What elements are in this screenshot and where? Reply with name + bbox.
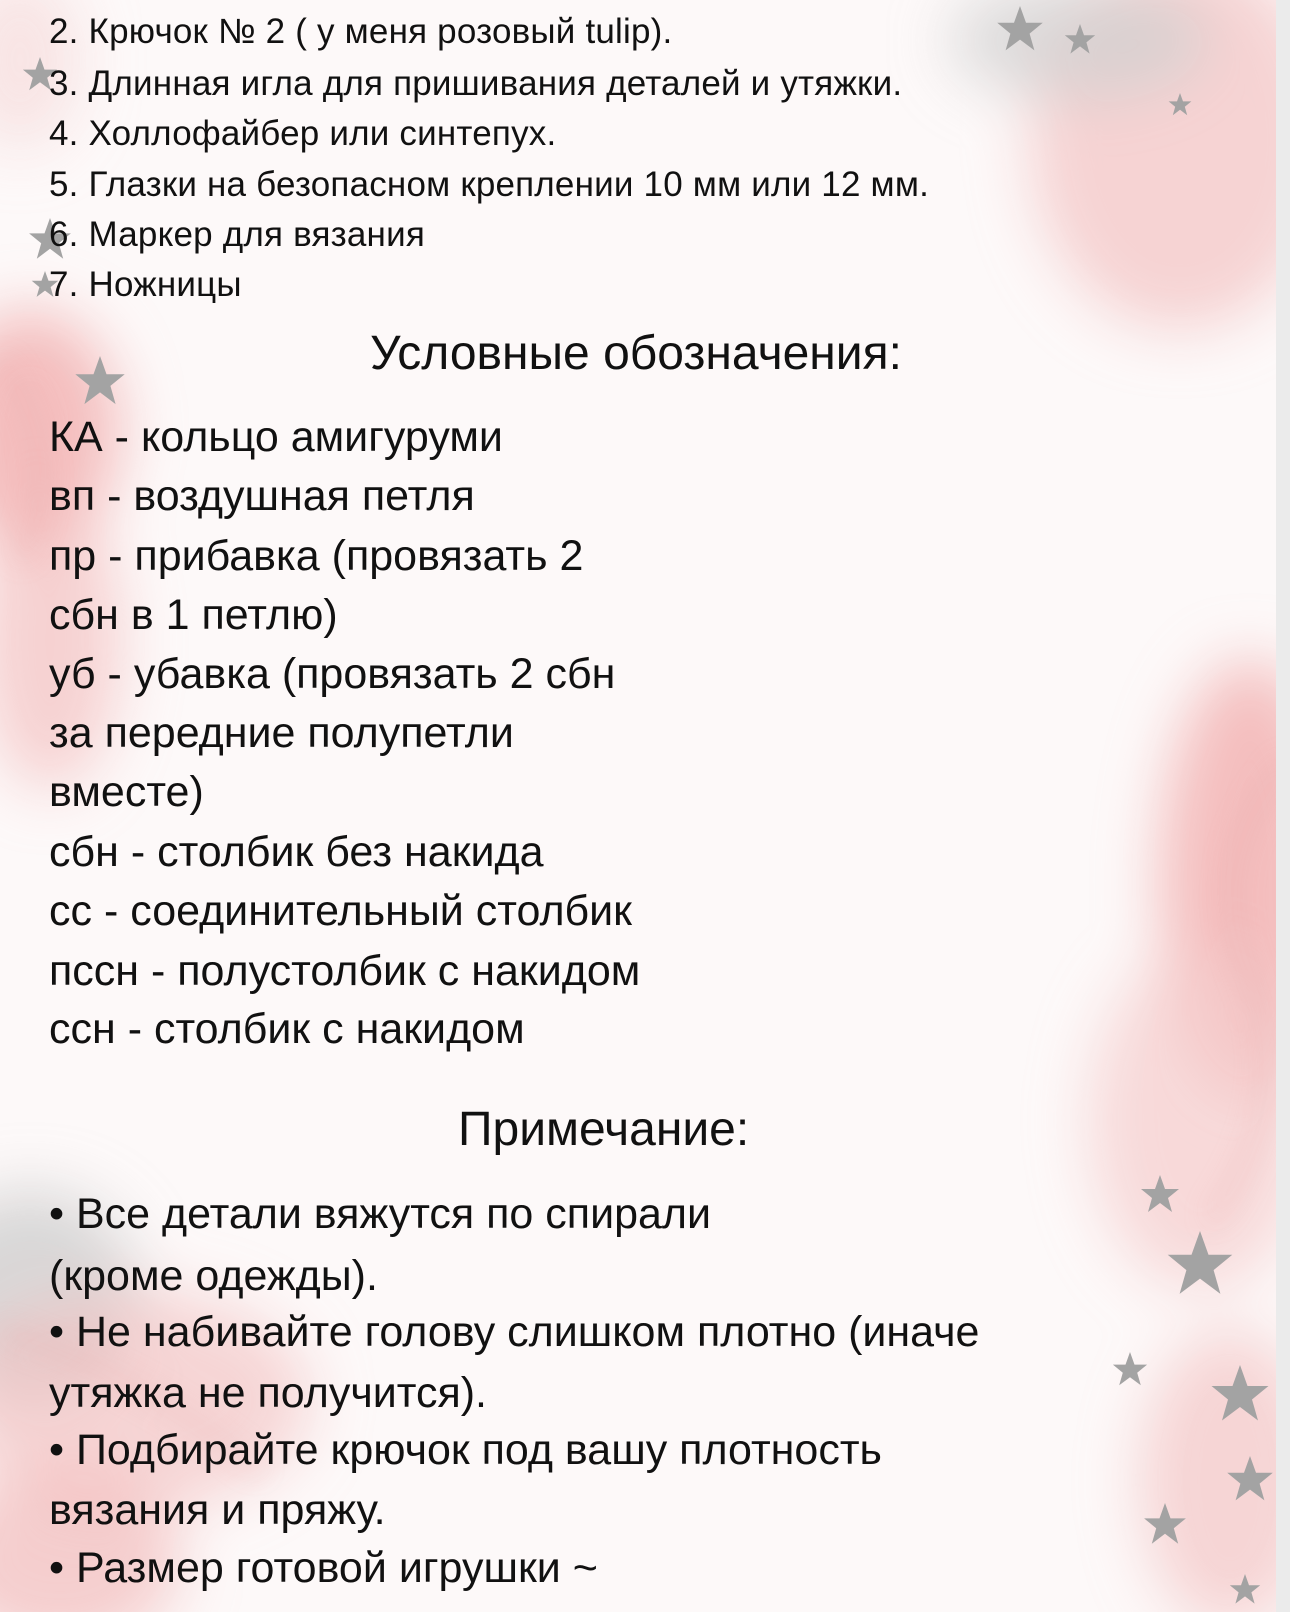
abbreviation-line: сбн в 1 петлю) (49, 591, 338, 639)
note-line: • Не набивайте голову слишком плотно (иначе (49, 1308, 980, 1356)
abbreviation-line: за передние полупетли (49, 709, 514, 757)
abbreviation-line: пр - прибавка (провязать 2 (49, 532, 584, 580)
scroll-edge (1276, 0, 1290, 1612)
materials-item: 4. Холлофайбер или синтепух. (49, 114, 557, 153)
notes-heading: Примечание: (458, 1103, 750, 1156)
materials-item: 5. Глазки на безопасном креплении 10 мм или 12 мм. (49, 165, 930, 204)
materials-item: 2. Крючок № 2 ( у меня розовый tulip). (49, 12, 673, 51)
note-line: вязания и пряжу. (49, 1486, 386, 1534)
abbreviation-line: пссн - полустолбик с накидом (49, 947, 641, 995)
abbreviation-line: ссн - столбик с накидом (49, 1005, 525, 1053)
abbreviation-line: КА - кольцо амигуруми (49, 413, 503, 461)
abbreviation-line: уб - убавка (провязать 2 сбн (49, 650, 616, 698)
materials-item: 3. Длинная игла для пришивания деталей и утяжки. (49, 64, 903, 103)
materials-item: 7. Ножницы (49, 265, 242, 304)
abbreviation-line: сбн - столбик без накида (49, 828, 544, 876)
note-line: утяжка не получится). (49, 1369, 487, 1417)
abbreviations-heading: Условные обозначения: (370, 327, 902, 380)
note-line: • Все детали вяжутся по спирали (49, 1190, 712, 1238)
note-line: • Размер готовой игрушки ~ (49, 1544, 598, 1592)
abbreviation-line: вместе) (49, 768, 204, 816)
abbreviation-line: вп - воздушная петля (49, 472, 475, 520)
abbreviation-line: сс - соединительный столбик (49, 887, 632, 935)
materials-item: 6. Маркер для вязания (49, 215, 425, 254)
note-line: (кроме одежды). (49, 1252, 378, 1300)
note-line: • Подбирайте крючок под вашу плотность (49, 1426, 882, 1474)
